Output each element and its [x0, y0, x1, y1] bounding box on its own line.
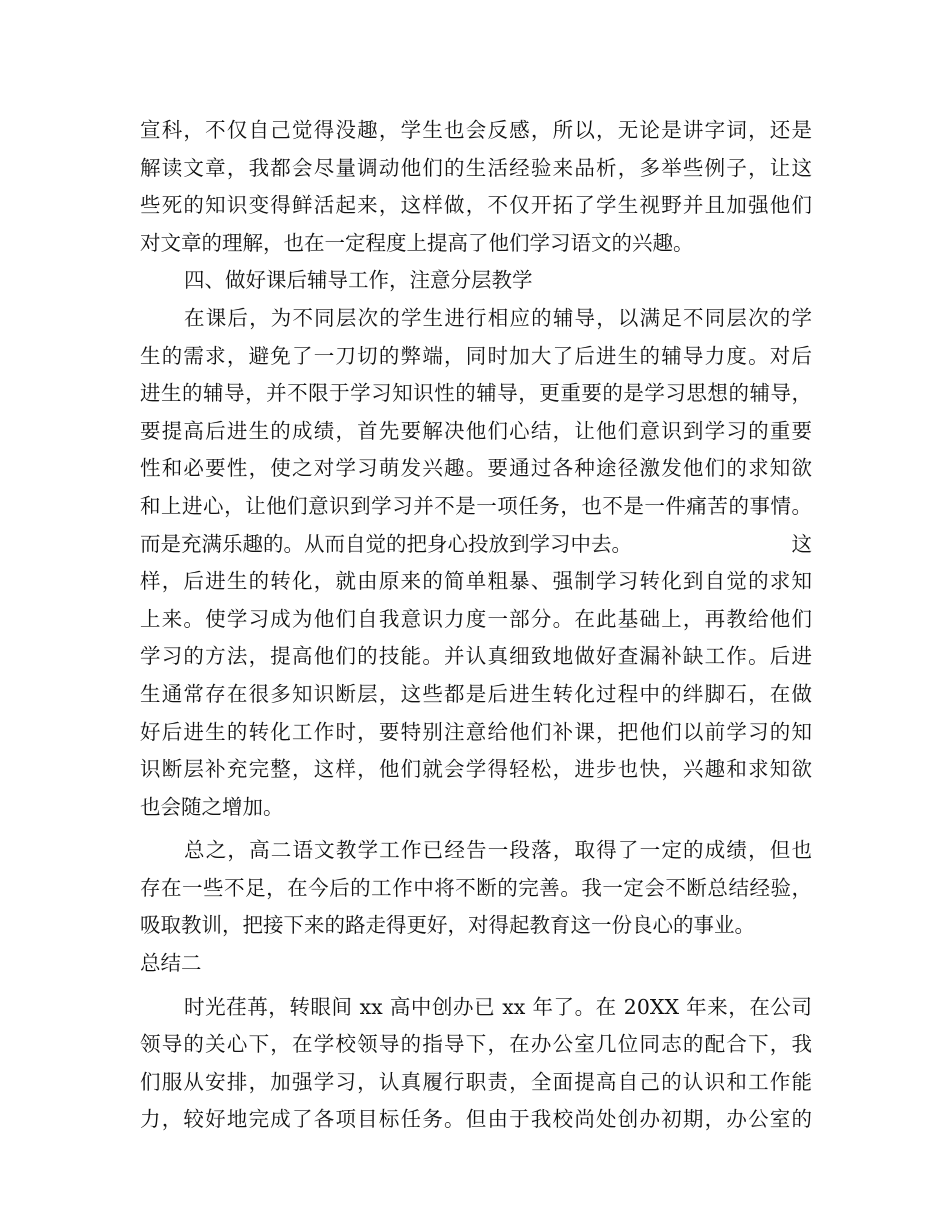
text-line: 进生的辅导，并不限于学习知识性的辅导，更重要的是学习思想的辅导，	[140, 381, 812, 406]
text-line: 解读文章，我都会尽量调动他们的生活经验来品析，多举些例子，让这	[140, 155, 812, 180]
text-line: 宣科，不仅自己觉得没趣，学生也会反感，所以，无论是讲字词，还是	[140, 118, 812, 142]
text-line: 力，较好地完成了各项目标任务。但由于我校尚处创办初期，办公室的	[140, 1107, 812, 1132]
text-line: 也会随之增加。	[140, 794, 284, 819]
text-line: 吸取教训，把接下来的路走得更好，对得起教育这一份良心的事业。	[140, 913, 755, 938]
text-line: 和上进心，让他们意识到学习并不是一项任务，也不是一件痛苦的事情。	[140, 493, 812, 518]
text-line: 上来。使学习成为他们自我意识力度一部分。在此基础上，再教给他们	[140, 606, 812, 631]
text-line: 性和必要性，使之对学习萌发兴趣。要通过各种途径激发他们的求知欲	[140, 456, 812, 481]
text-line: 学习的方法，提高他们的技能。并认真细致地做好查漏补缺工作。后进	[140, 644, 812, 669]
text-line: 存在一些不足，在今后的工作中将不断的完善。我一定会不断总结经验，	[140, 875, 812, 900]
text-line: 生通常存在很多知识断层，这些都是后进生转化过程中的绊脚石，在做	[140, 681, 812, 706]
text-line: 样，后进生的转化，就由原来的简单粗暴、强制学习转化到自觉的求知	[140, 569, 812, 594]
document-body	[140, 112, 812, 1139]
section-heading: 四、做好课后辅导工作，注意分层教学	[184, 268, 533, 293]
text-line: 对文章的理解，也在一定程度上提高了他们学习语文的兴趣。	[140, 230, 694, 255]
text-line: 在课后，为不同层次的学生进行相应的辅导，以满足不同层次的学	[184, 305, 812, 330]
text-line: 识断层补充完整，这样，他们就会学得轻松，进步也快，兴趣和求知欲	[140, 757, 812, 782]
text-line: 些死的知识变得鲜活起来，这样做，不仅开拓了学生视野并且加强他们	[140, 193, 812, 218]
text-line: 时光荏苒，转眼间 xx 高中创办已 xx 年了。在 20XX 年来，在公司	[184, 994, 812, 1019]
text-segment: 这	[791, 531, 812, 556]
text-line: 生的需求，避免了一刀切的弊端，同时加大了后进生的辅导力度。对后	[140, 343, 812, 368]
text-segment: 而是充满乐趣的。从而自觉的把身心投放到学习中去。	[140, 531, 632, 556]
text-line: 好后进生的转化工作时，要特别注意给他们补课，把他们以前学习的知	[140, 719, 812, 744]
text-line: 们服从安排，加强学习，认真履行职责，全面提高自己的认识和工作能	[140, 1069, 812, 1094]
text-line: 领导的关心下，在学校领导的指导下，在办公室几位同志的配合下，我	[140, 1032, 812, 1057]
text-line: 总之，高二语文教学工作已经告一段落，取得了一定的成绩，但也	[184, 838, 812, 863]
section-heading: 总结二	[140, 951, 202, 976]
text-line	[140, 526, 812, 564]
text-line: 要提高后进生的成绩，首先要解决他们心结，让他们意识到学习的重要	[140, 418, 812, 443]
